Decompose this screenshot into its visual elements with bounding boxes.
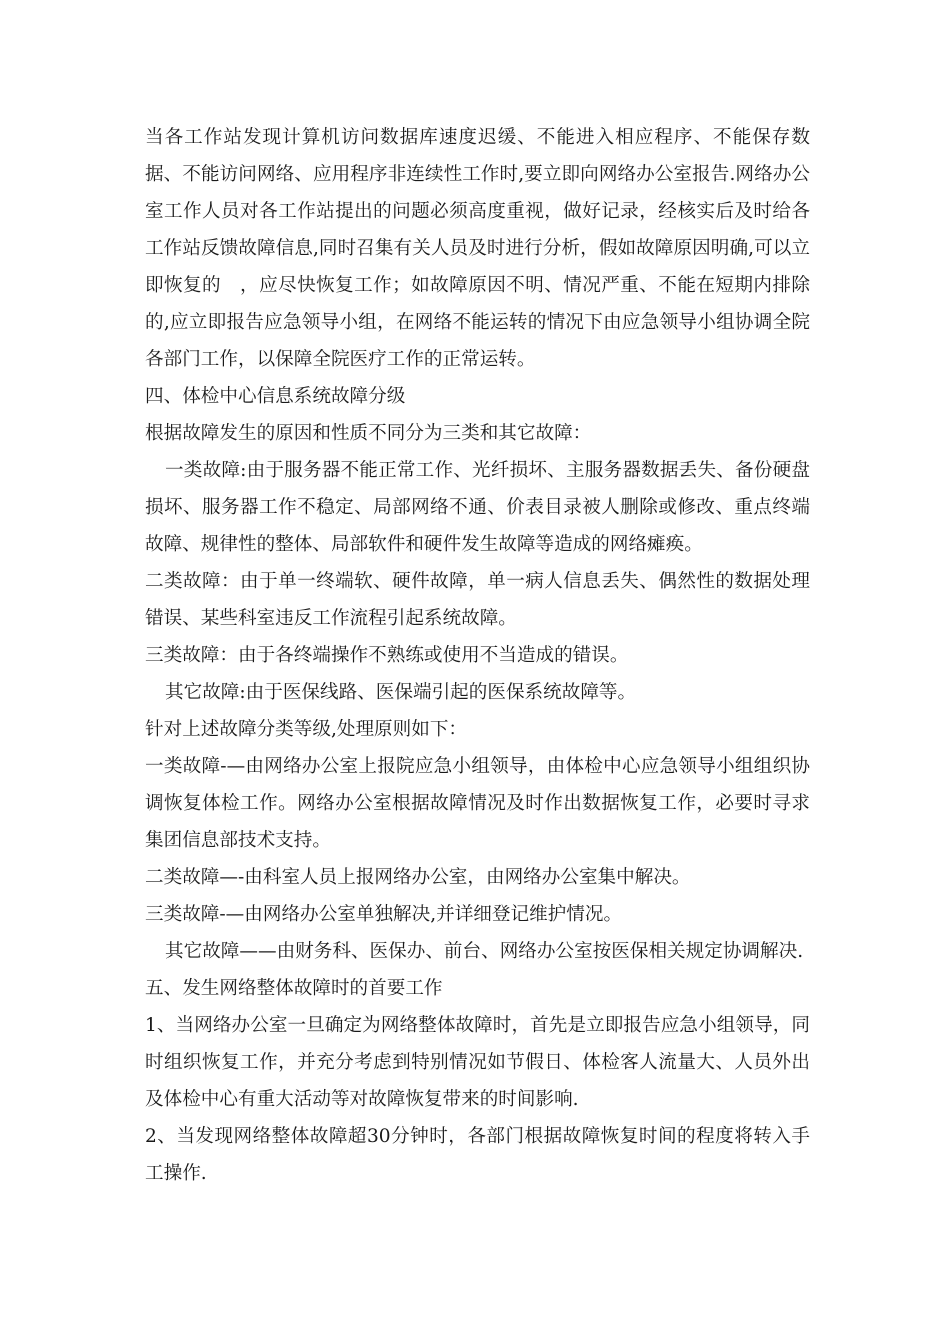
paragraph-class-three-fault: 三类故障：由于各终端操作不熟练或使用不当造成的错误。	[145, 645, 629, 666]
paragraph-class-one-handling: 一类故障-—由网络办公室上报院应急小组领导，由体检中心应急领导小组组织协调恢复体检工作。网络办公室根据故障情况及时作出数据恢复工作，必要时寻求集团信息部技术支持。	[145, 756, 810, 851]
paragraph-fault-categories-intro: 根据故障发生的原因和性质不同分为三类和其它故障：	[145, 423, 592, 444]
paragraph-other-handling: 其它故障——由财务科、医保办、前台、网络办公室按医保相关规定协调解决.	[165, 941, 804, 962]
paragraph-workstation-report: 当各工作站发现计算机访问数据库速度迟缓、不能进入相应程序、不能保存数据、不能访问网络、应用程序非连续性工作时,要立即向网络办公室报告.网络办公室工作人员对各工作站提出的问题必须高度重视，做好记录，经核实后及时给各工作站反馈故障信息,同时召集有关人员及时进行分析，假如故障原因明确,可以立即恢复的 ，应尽快恢复工作；如故障原因不明、情况严重、不能在短期内排除的,应立即报告应急领导小组，在网络不能运转的情况下由应急领导小组协调全院各部门工作，以保障全院医疗工作的正常运转。	[145, 127, 810, 370]
paragraph-class-two-fault: 二类故障：由于单一终端软、硬件故障，单一病人信息丢失、偶然性的数据处理错误、某些科室违反工作流程引起系统故障。	[145, 571, 810, 629]
section-heading-network-failure: 五、发生网络整体故障时的首要工作	[145, 978, 443, 999]
section-heading-fault-levels: 四、体检中心信息系统故障分级	[145, 386, 406, 407]
paragraph-class-three-handling: 三类故障-—由网络办公室单独解决,并详细登记维护情况。	[145, 904, 623, 925]
paragraph-network-failure-step-2: 2、当发现网络整体故障超30分钟时，各部门根据故障恢复时间的程度将转入手工操作.	[145, 1126, 810, 1184]
document-body	[145, 119, 810, 1192]
paragraph-network-failure-step-1: 1、当网络办公室一旦确定为网络整体故障时，首先是立即报告应急小组领导，同时组织恢复工作，并充分考虑到特别情况如节假日、体检客人流量大、人员外出及体检中心有重大活动等对故障恢复带来的时间影响.	[145, 1015, 810, 1110]
paragraph-class-one-fault: 一类故障:由于服务器不能正常工作、光纤损坏、主服务器数据丢失、备份硬盘损坏、服务器工作不稳定、局部网络不通、价表目录被人删除或修改、重点终端故障、规律性的整体、局部软件和硬件发生故障等造成的网络瘫痪。	[145, 460, 810, 555]
paragraph-handling-principles-intro: 针对上述故障分类等级,处理原则如下：	[145, 719, 468, 740]
paragraph-class-two-handling: 二类故障—-由科室人员上报网络办公室，由网络办公室集中解决。	[145, 867, 691, 888]
paragraph-other-fault: 其它故障:由于医保线路、医保端引起的医保系统故障等。	[165, 682, 637, 703]
